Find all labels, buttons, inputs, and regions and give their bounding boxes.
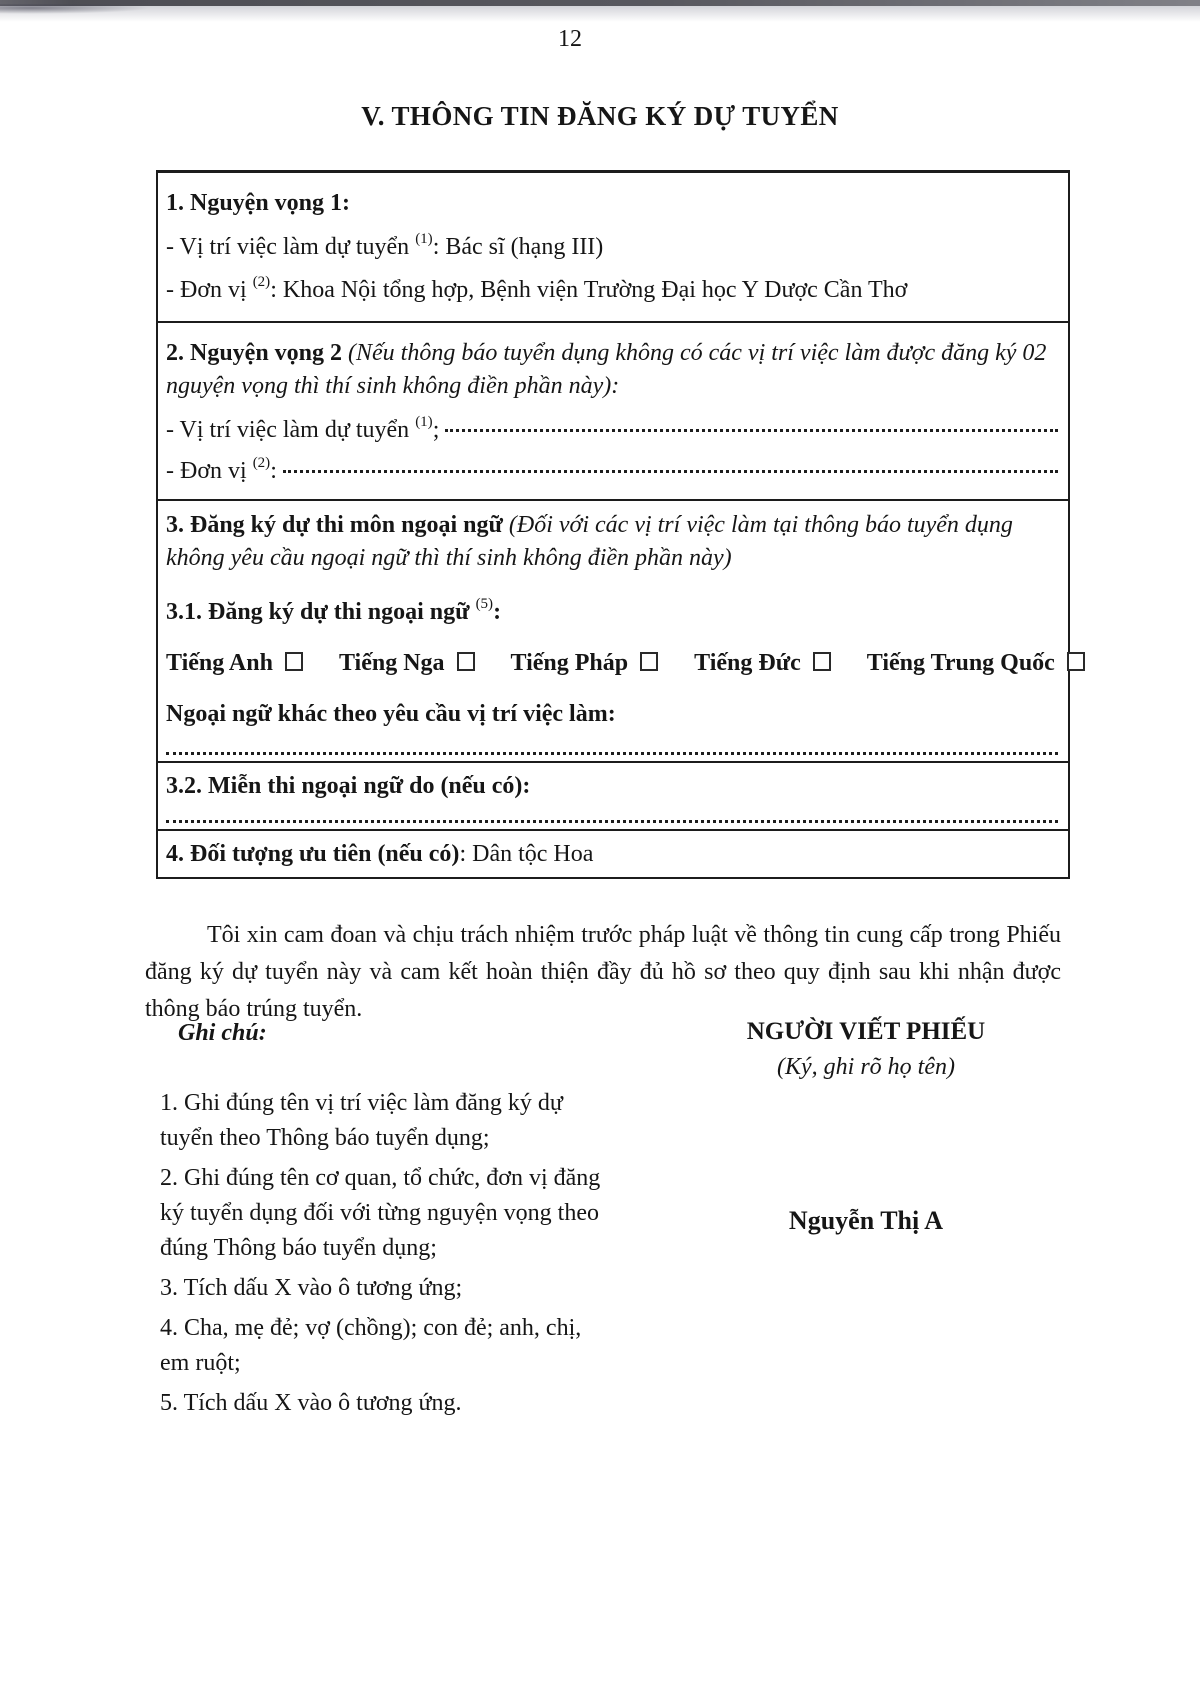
unit-1-label: - Đơn vị [166, 277, 247, 304]
language-exemption-heading: 3.2. Miễn thi ngoại ngữ do (nếu có): [166, 773, 531, 799]
signature-title: NGƯỜI VIẾT PHIẾU [746, 1018, 986, 1045]
unit-2-label: - Đơn vị [166, 458, 247, 484]
other-language-label: Ngoại ngữ khác theo yêu cầu vị trí việc làm: [166, 701, 616, 727]
language-section-heading-line [166, 509, 1058, 575]
language-sub31-separator: : [493, 599, 502, 625]
note-item-5: 5. Tích dấu X vào ô tương ứng. [160, 1390, 462, 1416]
aspiration-1-unit-line [166, 274, 1058, 304]
notes-list [160, 1086, 614, 1426]
language-options [166, 650, 1058, 677]
unit-1-separator: : [270, 277, 277, 304]
row-priority [158, 829, 1068, 877]
unit-2-fill-in-line[interactable] [283, 470, 1058, 473]
position-2-label-group [166, 414, 440, 444]
position-2-label: - Vị trí việc làm dự tuyển [166, 417, 410, 443]
signature-block [640, 1018, 1092, 1081]
registration-table [156, 170, 1070, 879]
row-aspiration-2 [158, 321, 1068, 499]
aspiration-1-position-line [166, 230, 1058, 261]
aspiration-2-unit-line [166, 455, 1058, 485]
signer-name: Nguyễn Thị A [788, 1206, 944, 1235]
row-language-exemption [158, 761, 1068, 829]
notes-heading: Ghi chú: [178, 1020, 267, 1046]
note-item-3: 3. Tích dấu X vào ô tương ứng; [160, 1275, 463, 1301]
language-option-tieng-phap [511, 650, 659, 677]
note-item-4: 4. Cha, mẹ đẻ; vợ (chồng); con đẻ; anh, chị, em ruột; [160, 1315, 582, 1376]
scan-artifact-smudge [0, 4, 150, 14]
unit-2-label-group [166, 455, 277, 485]
tieng-phap-checkbox[interactable] [640, 652, 658, 671]
priority-line [166, 841, 1058, 868]
language-section-note: (Đối với các vị trí việc làm tại thông báo tuyển dụng không yêu cầu ngoại ngữ thì thí sinh không điền phần này) [166, 512, 1013, 571]
tieng-nga-label: Tiếng Nga [338, 650, 445, 676]
tieng-anh-checkbox[interactable] [285, 652, 303, 671]
row-foreign-language [158, 499, 1068, 761]
row-aspiration-1 [158, 173, 1068, 321]
footnote-2-marker-2: (2) [252, 455, 271, 471]
priority-separator: : [459, 840, 467, 867]
unit-1-value: Khoa Nội tổng hợp, Bệnh viện Trường Đại học Y Dược Cần Thơ [282, 277, 908, 304]
signature-subtitle: (Ký, ghi rõ họ tên) [777, 1054, 955, 1080]
position-1-value: Bác sĩ (hạng III) [445, 233, 604, 260]
tieng-duc-label: Tiếng Đức [694, 650, 801, 676]
tieng-trung-quoc-checkbox[interactable] [1067, 652, 1085, 671]
position-1-label: - Vị trí việc làm dự tuyển [166, 233, 410, 260]
unit-2-separator: : [270, 458, 277, 484]
footnote-5-marker: (5) [475, 596, 494, 612]
note-item-2: 2. Ghi đúng tên cơ quan, tổ chức, đơn vị đăng ký tuyển dụng đối với từng nguyện vọng theo đúng Thông báo tuyển dụng; [160, 1165, 601, 1261]
section-title: V. THÔNG TIN ĐĂNG KÝ DỰ TUYỂN [361, 101, 839, 131]
language-sub31-heading-line [166, 596, 1058, 626]
language-section-heading: 3. Đăng ký dự thi môn ngoại ngữ [166, 512, 503, 538]
page-number: 12 [558, 26, 582, 52]
aspiration-2-note: (Nếu thông báo tuyển dụng không có các vị trí việc làm được đăng ký 02 nguyện vọng thì thí sinh không điền phần này): [166, 340, 1047, 399]
footnote-1-marker: (1) [415, 230, 433, 247]
footnote-1-marker-2: (1) [415, 414, 433, 430]
language-option-tieng-anh [166, 650, 303, 677]
language-option-tieng-trung-quoc [867, 650, 1085, 677]
position-1-separator: : [432, 233, 440, 260]
language-sub31-heading: 3.1. Đăng ký dự thi ngoại ngữ [166, 599, 470, 625]
priority-value: Dân tộc Hoa [472, 840, 594, 867]
aspiration-2-position-line [166, 414, 1058, 444]
language-option-tieng-duc [694, 650, 831, 677]
other-language-fill-in-line[interactable] [166, 752, 1058, 755]
declaration-paragraph: Tôi xin cam đoan và chịu trách nhiệm trước pháp luật về thông tin cung cấp trong Phiếu đăng ký dự tuyển này và cam kết hoàn thiện đầy đủ hồ sơ theo quy định sau khi nhận được thông báo trúng tuyển. [145, 922, 1061, 1022]
aspiration-2-heading: 2. Nguyện vọng 2 [166, 340, 343, 366]
position-2-fill-in-line[interactable] [445, 429, 1058, 432]
scan-artifact-shadow [0, 6, 1200, 22]
language-option-tieng-nga [339, 650, 475, 677]
footnote-2-marker: (2) [252, 274, 271, 291]
language-exemption-fill-in-line[interactable] [166, 820, 1058, 823]
note-item-1: 1. Ghi đúng tên vị trí việc làm đăng ký dự tuyển theo Thông báo tuyển dụng; [160, 1090, 563, 1151]
tieng-trung-quoc-label: Tiếng Trung Quốc [866, 650, 1055, 676]
position-2-separator: ; [432, 417, 440, 443]
aspiration-1-heading: 1. Nguyện vọng 1: [166, 189, 351, 216]
tieng-anh-label: Tiếng Anh [166, 650, 273, 676]
aspiration-2-heading-line [166, 337, 1058, 403]
tieng-duc-checkbox[interactable] [813, 652, 831, 671]
tieng-phap-label: Tiếng Pháp [510, 650, 629, 676]
tieng-nga-checkbox[interactable] [457, 652, 475, 671]
priority-heading: 4. Đối tượng ưu tiên (nếu có) [166, 840, 460, 867]
